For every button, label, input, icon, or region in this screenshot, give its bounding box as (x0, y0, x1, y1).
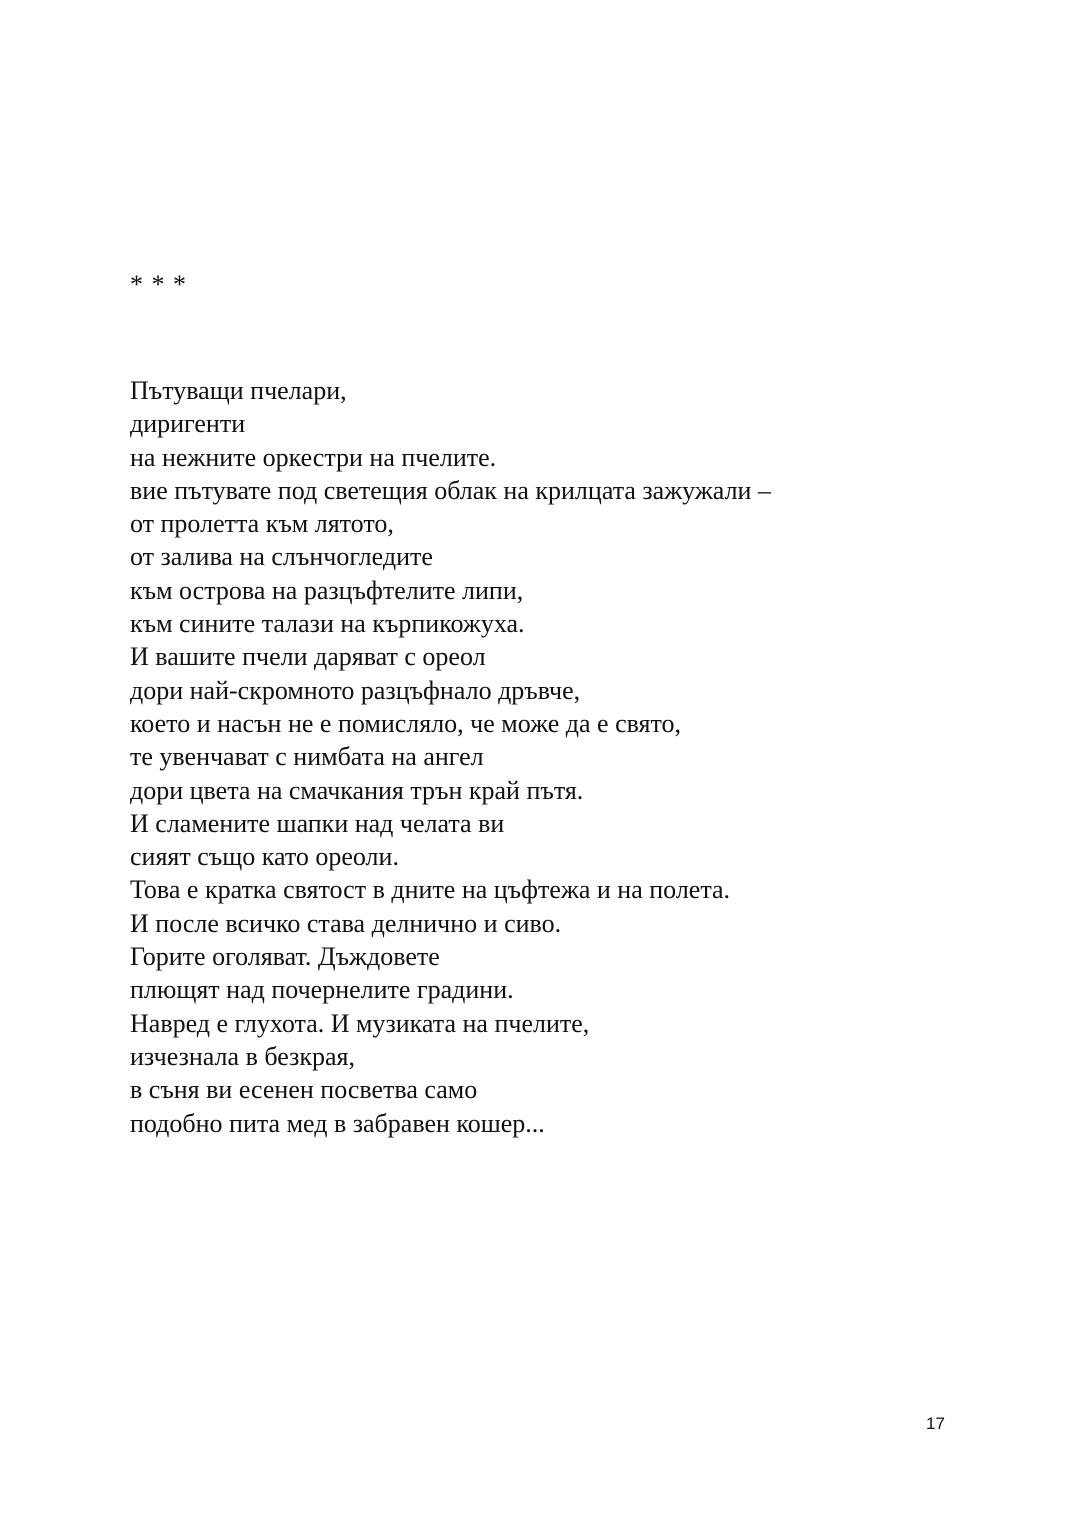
poem-line: Горите оголяват. Дъждовете (130, 942, 440, 972)
poem-line: И после всичко става делнично и сиво. (130, 908, 562, 938)
poem-text (130, 374, 990, 1140)
poem-line: подобно пита мед в забравен кошер... (130, 1108, 545, 1138)
poem-line: диригенти (130, 409, 246, 439)
poem-line: дори цвета на смачкания трън край пътя. (130, 775, 584, 805)
poem-line: вие пътувате под светещия облак на крилцата зажужали – (130, 475, 771, 505)
poem-line: към сините талази на кърпикожуха. (130, 609, 525, 639)
poem-line: сияят също като ореоли. (130, 842, 399, 872)
poem-line: Това е кратка святост в дните на цъфтежа и на полета. (130, 875, 731, 905)
poem-line: от пролетта към лятото, (130, 509, 394, 539)
poem-line: на нежните оркестри на пчелите. (130, 442, 497, 472)
poem-line: в съня ви есенен посветва само (130, 1075, 478, 1105)
poem-line: Пътуващи пчелари, (130, 376, 347, 405)
page-number: 17 (926, 1414, 945, 1433)
poem-line: дори най-скромното разцъфнало дръвче, (130, 675, 581, 705)
poem-line: към острова на разцъфтелите липи, (130, 575, 524, 605)
poem-line: изчезнала в безкрая, (130, 1041, 355, 1071)
poem-line: И вашите пчели даряват с ореол (130, 642, 486, 672)
section-separator: * * * (130, 270, 187, 299)
poem-line: Навред е глухота. И музиката на пчелите, (130, 1008, 590, 1038)
poem-line: плющят над почернелите градини. (130, 975, 514, 1005)
poem-line: от залива на слънчогледите (130, 542, 433, 572)
poem-line: те увенчават с нимбата на ангел (130, 742, 484, 772)
poem-line: И сламените шапки над челата ви (130, 808, 505, 838)
poem-line: което и насън не е помисляло, че може да е свято, (130, 708, 682, 738)
